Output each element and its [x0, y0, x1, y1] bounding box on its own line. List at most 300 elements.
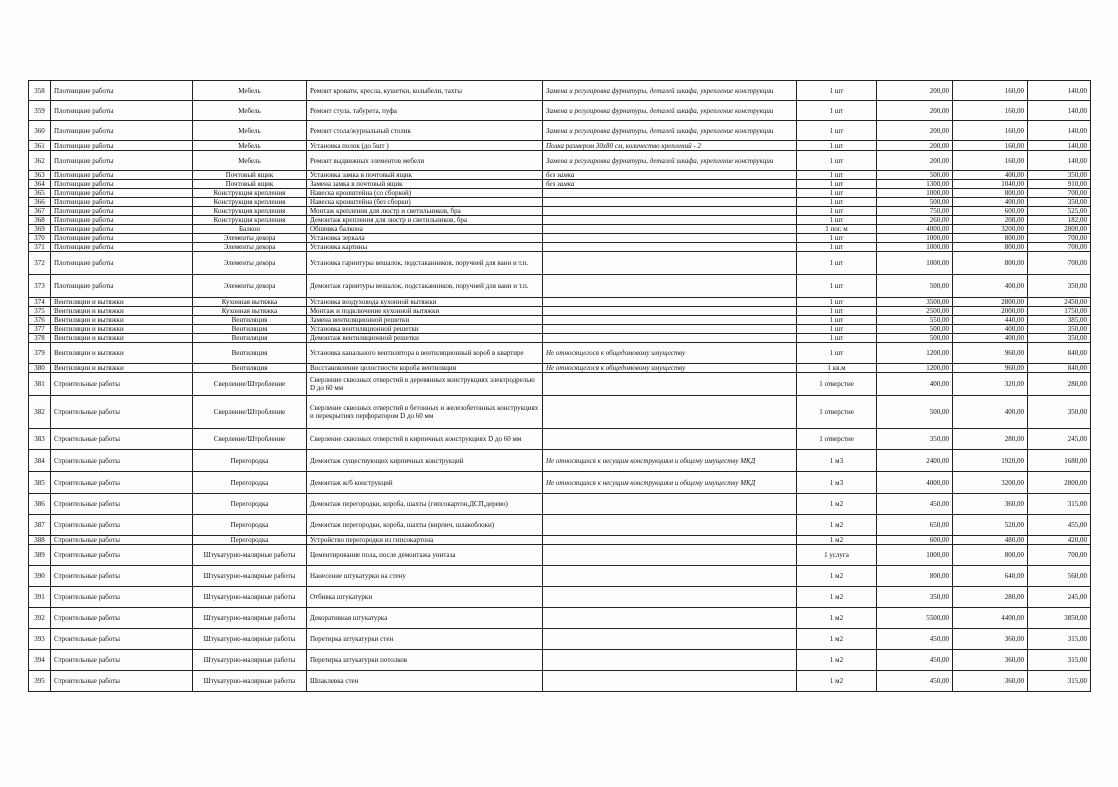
work-type-cell: Плотницкие работы: [51, 101, 193, 121]
unit-cell: 1 пог. м: [797, 225, 877, 234]
category-cell: Конструкция крепления: [193, 207, 307, 216]
price-2-cell: 400,00: [953, 334, 1028, 343]
note-cell: [543, 316, 797, 325]
note-cell: Не относящегося к общедомовому имуществу: [543, 343, 797, 364]
price-3-cell: 350,00: [1028, 171, 1091, 180]
work-type-cell: Строительные работы: [51, 429, 193, 450]
price-3-cell: 140,00: [1028, 141, 1091, 151]
price-3-cell: 560,00: [1028, 566, 1091, 587]
note-cell: [543, 629, 797, 650]
unit-cell: 1 шт: [797, 121, 877, 141]
price-1-cell: 1000,00: [877, 243, 953, 252]
unit-cell: 1 шт: [797, 252, 877, 275]
price-1-cell: 2400,00: [877, 450, 953, 472]
work-type-cell: Строительные работы: [51, 396, 193, 429]
price-3-cell: 245,00: [1028, 587, 1091, 608]
work-type-cell: Строительные работы: [51, 671, 193, 692]
price-3-cell: 2450,00: [1028, 298, 1091, 307]
work-type-cell: Плотницкие работы: [51, 141, 193, 151]
price-3-cell: 140,00: [1028, 121, 1091, 141]
description-cell: Установка вентиляционной решетки: [307, 325, 543, 334]
note-cell: [543, 429, 797, 450]
work-type-cell: Вентиляции и вытяжки: [51, 325, 193, 334]
work-type-cell: Строительные работы: [51, 450, 193, 472]
row-number-cell: 367: [29, 207, 51, 216]
table-row: [29, 243, 1091, 252]
category-cell: Элементы декора: [193, 243, 307, 252]
table-row: [29, 608, 1091, 629]
price-3-cell: 350,00: [1028, 325, 1091, 334]
price-1-cell: 450,00: [877, 650, 953, 671]
unit-cell: 1 м2: [797, 566, 877, 587]
price-1-cell: 200,00: [877, 121, 953, 141]
note-cell: [543, 334, 797, 343]
unit-cell: 1 шт: [797, 216, 877, 225]
price-3-cell: 315,00: [1028, 629, 1091, 650]
category-cell: Элементы декора: [193, 252, 307, 275]
price-2-cell: 3200,00: [953, 472, 1028, 494]
note-cell: [543, 216, 797, 225]
table-row: [29, 316, 1091, 325]
row-number-cell: 361: [29, 141, 51, 151]
description-cell: Обшивка балкона: [307, 225, 543, 234]
work-type-cell: Плотницкие работы: [51, 243, 193, 252]
work-type-cell: Вентиляции и вытяжки: [51, 364, 193, 373]
price-3-cell: 350,00: [1028, 334, 1091, 343]
table-row: [29, 234, 1091, 243]
row-number-cell: 368: [29, 216, 51, 225]
category-cell: Штукатурно-малярные работы: [193, 650, 307, 671]
price-3-cell: 455,00: [1028, 515, 1091, 536]
price-2-cell: 2800,00: [953, 298, 1028, 307]
category-cell: Перегородка: [193, 450, 307, 472]
description-cell: Установка зеркала: [307, 234, 543, 243]
description-cell: Сверление сквозных отверстий в деревянных конструкциях электродрелью D до 60 мм: [307, 373, 543, 396]
unit-cell: 1 м3: [797, 472, 877, 494]
row-number-cell: 377: [29, 325, 51, 334]
unit-cell: 1 м2: [797, 536, 877, 545]
row-number-cell: 383: [29, 429, 51, 450]
row-number-cell: 371: [29, 243, 51, 252]
work-type-cell: Плотницкие работы: [51, 151, 193, 171]
table-row: [29, 141, 1091, 151]
price-2-cell: 400,00: [953, 396, 1028, 429]
price-3-cell: 2800,00: [1028, 225, 1091, 234]
price-2-cell: 1040,00: [953, 180, 1028, 189]
category-cell: Вентиляция: [193, 334, 307, 343]
table-row: [29, 198, 1091, 207]
description-cell: Восстановление целостности короба вентиляции: [307, 364, 543, 373]
row-number-cell: 360: [29, 121, 51, 141]
table-row: [29, 81, 1091, 101]
table-row: [29, 373, 1091, 396]
price-3-cell: 840,00: [1028, 343, 1091, 364]
price-3-cell: 1680,00: [1028, 450, 1091, 472]
work-type-cell: Плотницкие работы: [51, 252, 193, 275]
row-number-cell: 384: [29, 450, 51, 472]
note-cell: [543, 396, 797, 429]
table-row: [29, 566, 1091, 587]
work-type-cell: Плотницкие работы: [51, 225, 193, 234]
row-number-cell: 365: [29, 189, 51, 198]
price-3-cell: 2800,00: [1028, 472, 1091, 494]
unit-cell: 1 кв.м: [797, 364, 877, 373]
row-number-cell: 372: [29, 252, 51, 275]
price-2-cell: 960,00: [953, 343, 1028, 364]
table-row: [29, 545, 1091, 566]
note-cell: [543, 494, 797, 515]
table-row: [29, 216, 1091, 225]
category-cell: Конструкция крепления: [193, 198, 307, 207]
row-number-cell: 381: [29, 373, 51, 396]
price-1-cell: 500,00: [877, 171, 953, 180]
unit-cell: 1 м3: [797, 450, 877, 472]
note-cell: [543, 234, 797, 243]
description-cell: Демонтаж ж/б конструкций: [307, 472, 543, 494]
table-row: [29, 325, 1091, 334]
unit-cell: 1 шт: [797, 101, 877, 121]
row-number-cell: 382: [29, 396, 51, 429]
description-cell: Замена замка в почтовый ящик: [307, 180, 543, 189]
price-2-cell: 400,00: [953, 171, 1028, 180]
note-cell: [543, 307, 797, 316]
category-cell: Перегородка: [193, 515, 307, 536]
unit-cell: 1 шт: [797, 81, 877, 101]
description-cell: Декоративная штукатурка: [307, 608, 543, 629]
description-cell: Устройство перегородки из гипсокартона: [307, 536, 543, 545]
price-2-cell: 800,00: [953, 545, 1028, 566]
category-cell: Кухонная вытяжка: [193, 307, 307, 316]
description-cell: Демонтаж перегородки, короба, шахты (кирпич, шлакоблоки): [307, 515, 543, 536]
price-1-cell: 400,00: [877, 373, 953, 396]
row-number-cell: 389: [29, 545, 51, 566]
note-cell: Не относящихся к несущим конструкциям и общему имуществу МКД: [543, 472, 797, 494]
category-cell: Штукатурно-малярные работы: [193, 545, 307, 566]
price-2-cell: 800,00: [953, 252, 1028, 275]
row-number-cell: 366: [29, 198, 51, 207]
work-type-cell: Строительные работы: [51, 629, 193, 650]
category-cell: Мебель: [193, 141, 307, 151]
table-row: [29, 275, 1091, 298]
price-2-cell: 160,00: [953, 141, 1028, 151]
category-cell: Сверление/Штробление: [193, 373, 307, 396]
table-row: [29, 429, 1091, 450]
table-row: [29, 536, 1091, 545]
note-cell: Замена и регулировка фурнитуры, деталей шкафа, укрепление конструкции: [543, 81, 797, 101]
table-row: [29, 298, 1091, 307]
price-1-cell: 500,00: [877, 325, 953, 334]
category-cell: Перегородка: [193, 536, 307, 545]
work-type-cell: Строительные работы: [51, 608, 193, 629]
category-cell: Конструкция крепления: [193, 189, 307, 198]
description-cell: Установка воздуховода кухонной вытяжки: [307, 298, 543, 307]
description-cell: Перетирка штукатурки стен: [307, 629, 543, 650]
unit-cell: 1 шт: [797, 316, 877, 325]
price-3-cell: 315,00: [1028, 494, 1091, 515]
unit-cell: 1 шт: [797, 198, 877, 207]
category-cell: Мебель: [193, 81, 307, 101]
work-type-cell: Плотницкие работы: [51, 189, 193, 198]
row-number-cell: 388: [29, 536, 51, 545]
price-2-cell: 280,00: [953, 429, 1028, 450]
work-type-cell: Плотницкие работы: [51, 207, 193, 216]
price-3-cell: 700,00: [1028, 252, 1091, 275]
note-cell: [543, 545, 797, 566]
note-cell: [543, 198, 797, 207]
price-3-cell: 182,00: [1028, 216, 1091, 225]
price-1-cell: 1300,00: [877, 180, 953, 189]
description-cell: Замена вентиляционной решетки: [307, 316, 543, 325]
row-number-cell: 363: [29, 171, 51, 180]
work-type-cell: Вентиляции и вытяжки: [51, 334, 193, 343]
work-type-cell: Строительные работы: [51, 515, 193, 536]
row-number-cell: 379: [29, 343, 51, 364]
price-1-cell: 800,00: [877, 566, 953, 587]
price-1-cell: 4000,00: [877, 472, 953, 494]
price-3-cell: 280,00: [1028, 373, 1091, 396]
price-3-cell: 700,00: [1028, 545, 1091, 566]
row-number-cell: 374: [29, 298, 51, 307]
work-type-cell: Плотницкие работы: [51, 121, 193, 141]
unit-cell: 1 м2: [797, 671, 877, 692]
work-type-cell: Строительные работы: [51, 566, 193, 587]
description-cell: Монтаж и подключение кухонной вытяжки: [307, 307, 543, 316]
work-type-cell: Вентиляции и вытяжки: [51, 298, 193, 307]
price-1-cell: 450,00: [877, 629, 953, 650]
price-1-cell: 200,00: [877, 101, 953, 121]
unit-cell: 1 м2: [797, 650, 877, 671]
price-1-cell: 350,00: [877, 429, 953, 450]
description-cell: Установка канального вентилятора в вентиляционный короб в квартире: [307, 343, 543, 364]
price-2-cell: 800,00: [953, 243, 1028, 252]
category-cell: Вентиляция: [193, 316, 307, 325]
table-row: [29, 189, 1091, 198]
price-2-cell: 400,00: [953, 275, 1028, 298]
table-row: [29, 180, 1091, 189]
description-cell: Сверление сквозных отверстий в бетонных и железобетонных конструкциях и перекрытиях перфоратором D до 60 мм: [307, 396, 543, 429]
description-cell: Демонтаж перегородки, короба, шахты (гипсокартон,ДСП,дерево): [307, 494, 543, 515]
work-type-cell: Вентиляции и вытяжки: [51, 316, 193, 325]
row-number-cell: 380: [29, 364, 51, 373]
unit-cell: 1 шт: [797, 151, 877, 171]
table-row: [29, 334, 1091, 343]
price-2-cell: 360,00: [953, 629, 1028, 650]
row-number-cell: 375: [29, 307, 51, 316]
note-cell: [543, 373, 797, 396]
description-cell: Отбивка штукатурки: [307, 587, 543, 608]
price-1-cell: 1200,00: [877, 364, 953, 373]
price-3-cell: 245,00: [1028, 429, 1091, 450]
category-cell: Штукатурно-малярные работы: [193, 629, 307, 650]
note-cell: [543, 587, 797, 608]
table-row: [29, 629, 1091, 650]
unit-cell: 1 шт: [797, 171, 877, 180]
unit-cell: 1 шт: [797, 275, 877, 298]
price-1-cell: 450,00: [877, 494, 953, 515]
unit-cell: 1 м2: [797, 494, 877, 515]
table-body: [29, 81, 1091, 692]
table-row: [29, 450, 1091, 472]
table-row: [29, 515, 1091, 536]
work-type-cell: Вентиляции и вытяжки: [51, 343, 193, 364]
table-row: [29, 343, 1091, 364]
work-type-cell: Плотницкие работы: [51, 234, 193, 243]
unit-cell: 1 отверстие: [797, 373, 877, 396]
price-1-cell: 1200,00: [877, 343, 953, 364]
price-2-cell: 360,00: [953, 671, 1028, 692]
unit-cell: 1 шт: [797, 189, 877, 198]
price-1-cell: 600,00: [877, 536, 953, 545]
price-2-cell: 4400,00: [953, 608, 1028, 629]
unit-cell: 1 отверстие: [797, 396, 877, 429]
price-2-cell: 600,00: [953, 207, 1028, 216]
price-1-cell: 3500,00: [877, 298, 953, 307]
price-1-cell: 260,00: [877, 216, 953, 225]
price-2-cell: 640,00: [953, 566, 1028, 587]
table-row: [29, 396, 1091, 429]
category-cell: Почтовый ящик: [193, 180, 307, 189]
price-3-cell: 700,00: [1028, 189, 1091, 198]
note-cell: [543, 189, 797, 198]
description-cell: Демонтаж вентиляционной решетки: [307, 334, 543, 343]
price-2-cell: 280,00: [953, 587, 1028, 608]
unit-cell: 1 шт: [797, 343, 877, 364]
row-number-cell: 386: [29, 494, 51, 515]
description-cell: Ремонт выдвижных элементов мебели: [307, 151, 543, 171]
category-cell: Вентиляция: [193, 343, 307, 364]
row-number-cell: 370: [29, 234, 51, 243]
work-type-cell: Плотницкие работы: [51, 275, 193, 298]
category-cell: Почтовый ящик: [193, 171, 307, 180]
price-2-cell: 360,00: [953, 650, 1028, 671]
price-1-cell: 200,00: [877, 81, 953, 101]
description-cell: Сверление сквозных отверстий в кирпичных конструкциях D до 60 мм: [307, 429, 543, 450]
note-cell: без замка: [543, 180, 797, 189]
price-3-cell: 315,00: [1028, 671, 1091, 692]
category-cell: Штукатурно-малярные работы: [193, 608, 307, 629]
price-1-cell: 450,00: [877, 671, 953, 692]
price-1-cell: 750,00: [877, 207, 953, 216]
description-cell: Навеска кронштейна (без сборки): [307, 198, 543, 207]
table-row: [29, 225, 1091, 234]
price-2-cell: 160,00: [953, 101, 1028, 121]
price-2-cell: 208,00: [953, 216, 1028, 225]
category-cell: Сверление/Штробление: [193, 429, 307, 450]
row-number-cell: 373: [29, 275, 51, 298]
category-cell: Мебель: [193, 121, 307, 141]
price-1-cell: 2500,00: [877, 307, 953, 316]
table-row: [29, 252, 1091, 275]
table-row: [29, 307, 1091, 316]
note-cell: [543, 298, 797, 307]
note-cell: [543, 225, 797, 234]
note-cell: Замена и регулировка фурнитуры, деталей шкафа, укрепление конструкции: [543, 121, 797, 141]
row-number-cell: 362: [29, 151, 51, 171]
price-3-cell: 350,00: [1028, 396, 1091, 429]
price-2-cell: 160,00: [953, 121, 1028, 141]
work-type-cell: Плотницкие работы: [51, 81, 193, 101]
table-row: [29, 151, 1091, 171]
note-cell: без замка: [543, 171, 797, 180]
unit-cell: 1 шт: [797, 243, 877, 252]
price-3-cell: 140,00: [1028, 151, 1091, 171]
work-type-cell: Плотницкие работы: [51, 198, 193, 207]
category-cell: Мебель: [193, 101, 307, 121]
work-type-cell: Плотницкие работы: [51, 180, 193, 189]
note-cell: [543, 536, 797, 545]
description-cell: Установка гарнитуры вешалок, подстаканников, поручней для ванн и т.п.: [307, 252, 543, 275]
price-3-cell: 140,00: [1028, 81, 1091, 101]
price-1-cell: 5500,00: [877, 608, 953, 629]
price-3-cell: 3850,00: [1028, 608, 1091, 629]
work-type-cell: Строительные работы: [51, 373, 193, 396]
note-cell: [543, 252, 797, 275]
row-number-cell: 393: [29, 629, 51, 650]
description-cell: Нанесение штукатурки на стену: [307, 566, 543, 587]
price-1-cell: 1000,00: [877, 234, 953, 243]
price-2-cell: 320,00: [953, 373, 1028, 396]
note-cell: [543, 566, 797, 587]
unit-cell: 1 шт: [797, 141, 877, 151]
category-cell: Штукатурно-малярные работы: [193, 566, 307, 587]
note-cell: [543, 325, 797, 334]
category-cell: Сверление/Штробление: [193, 396, 307, 429]
price-3-cell: 525,00: [1028, 207, 1091, 216]
category-cell: Перегородка: [193, 494, 307, 515]
description-cell: Установка картины: [307, 243, 543, 252]
price-3-cell: 420,00: [1028, 536, 1091, 545]
row-number-cell: 385: [29, 472, 51, 494]
work-type-cell: Строительные работы: [51, 536, 193, 545]
note-cell: [543, 671, 797, 692]
category-cell: Штукатурно-малярные работы: [193, 587, 307, 608]
note-cell: Полка размером 30х80 см, количество креплений - 2: [543, 141, 797, 151]
description-cell: Установка замка в почтовый ящик: [307, 171, 543, 180]
price-2-cell: 400,00: [953, 198, 1028, 207]
price-2-cell: 2000,00: [953, 307, 1028, 316]
work-type-cell: Строительные работы: [51, 587, 193, 608]
row-number-cell: 378: [29, 334, 51, 343]
note-cell: [543, 275, 797, 298]
price-2-cell: 800,00: [953, 234, 1028, 243]
work-type-cell: Строительные работы: [51, 650, 193, 671]
price-2-cell: 800,00: [953, 189, 1028, 198]
unit-cell: 1 шт: [797, 207, 877, 216]
category-cell: Элементы декора: [193, 234, 307, 243]
category-cell: Вентиляция: [193, 364, 307, 373]
table-row: [29, 364, 1091, 373]
work-type-cell: Строительные работы: [51, 494, 193, 515]
description-cell: Ремонт кровати, кресла, кушетки, колыбели, тахты: [307, 81, 543, 101]
unit-cell: 1 шт: [797, 307, 877, 316]
category-cell: Балкон: [193, 225, 307, 234]
unit-cell: 1 шт: [797, 234, 877, 243]
price-2-cell: 960,00: [953, 364, 1028, 373]
price-3-cell: 910,00: [1028, 180, 1091, 189]
work-type-cell: Плотницкие работы: [51, 171, 193, 180]
note-cell: [543, 207, 797, 216]
row-number-cell: 390: [29, 566, 51, 587]
table-row: [29, 121, 1091, 141]
note-cell: [543, 650, 797, 671]
price-2-cell: 160,00: [953, 81, 1028, 101]
category-cell: Кухонная вытяжка: [193, 298, 307, 307]
table-row: [29, 494, 1091, 515]
unit-cell: 1 м2: [797, 608, 877, 629]
unit-cell: 1 м2: [797, 515, 877, 536]
price-1-cell: 200,00: [877, 141, 953, 151]
description-cell: Демонтаж гарнитуры вешалок, подстаканников, поручней для ванн и т.п.: [307, 275, 543, 298]
